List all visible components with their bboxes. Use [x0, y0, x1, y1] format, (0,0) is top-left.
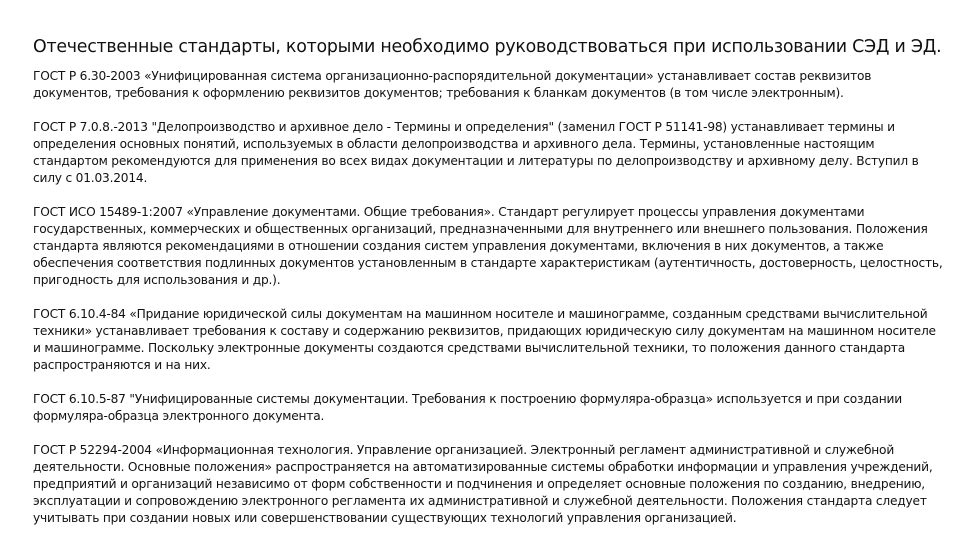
standard-gost-iso-15489: ГОСТ ИСО 15489-1:2007 «Управление документами. Общие требования». Стандарт регулирует процессы управления документами государственных, коммерческих и общественных организаций, предназначенными для внутреннего или внешнего пользования. Положения стандарта являются рекомендациями в отношении создания систем управления документами, включения в них документов, а также обеспечения соответствия подлинных документов установленным в стандарте характеристикам (аутентичность, достоверность, целостность, пригодность для использования и др.). — [33, 205, 943, 287]
standard-gost-6-10-5-87: ГОСТ 6.10.5-87 "Унифицированные системы документации. Требования к построению формуляра-образца» используется и при создании формуляра-образца электронного документа. — [33, 392, 902, 423]
standard-gost-6-10-4-84: ГОСТ 6.10.4-84 «Придание юридической силы документам на машинном носителе и машинограмме, созданным средствами вычислительной техники» устанавливает требования к составу и содержанию реквизитов, придающих юридическую силу документам на машинном носителе и машинограмме. Поскольку электронные документы создаются средствами вычислительной техники, то положения данного стандарта распространяются и на них. — [33, 307, 936, 372]
slide-content — [33, 36, 945, 544]
standard-gost-r-52294-2004: ГОСТ Р 52294-2004 «Информационная технология. Управление организацией. Электронный регламент административной и служебной деятельности. Основные положения» распространяется на автоматизированные системы обработки информации и управления учреждений, предприятий и организаций независимо от форм собственности и подчинения и определяет основные положения по созданию, внедрению, эксплуатации и сопровождению электронного регламента их административной и служебной деятельности. Положения стандарта следует учитывать при создании новых или совершенствовании существующих технологий управления организацией. — [33, 443, 933, 525]
slide-title: Отечественные стандарты, которыми необходимо руководствоваться при использовании СЭД и ЭД. — [33, 37, 942, 57]
standard-gost-r-6-30-2003: ГОСТ Р 6.30-2003 «Унифицированная система организационно-распорядительной документации» устанавливает состав реквизитов документов, требования к оформлению реквизитов документов; требования к бланкам документов (в том числе электронным). — [33, 69, 872, 100]
standard-gost-r-7-0-8-2013: ГОСТ Р 7.0.8.-2013 "Делопроизводство и архивное дело - Термины и определения" (заменил ГОСТ Р 51141-98) устанавливает термины и определения основных понятий, используемых в области делопроизводства и архивного дела. Термины, установленные настоящим стандартом рекомендуются для применения во всех видах документации и литературы по делопроизводству и архивному делу. Вступил в силу с 01.03.2014. — [33, 120, 919, 185]
